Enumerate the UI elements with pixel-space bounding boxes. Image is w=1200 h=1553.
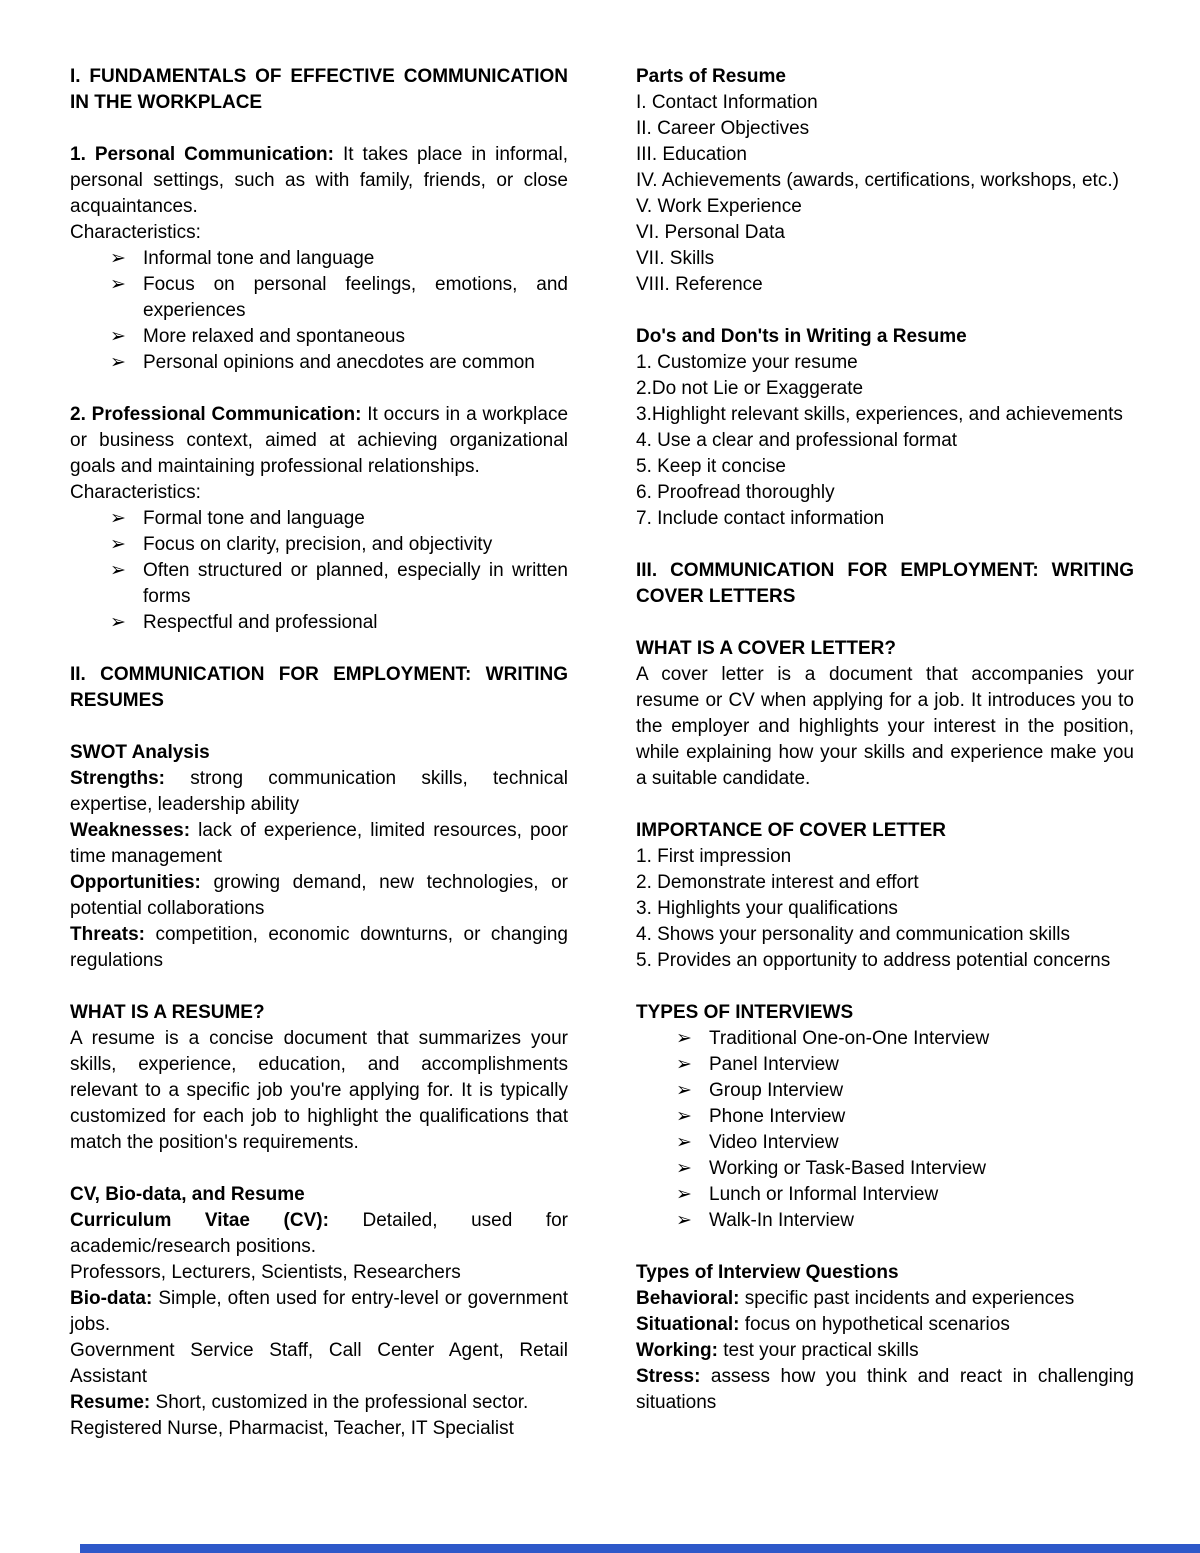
list-item: VII. Skills (636, 248, 715, 269)
two-column-layout (70, 64, 1134, 1468)
iq-stress-label: Stress: (636, 1366, 701, 1387)
arrow-bullet-icon: ➢ (110, 508, 126, 529)
list-item (110, 532, 568, 558)
swot-weaknesses-label: Weaknesses: (70, 820, 191, 841)
swot-analysis-section (70, 740, 568, 974)
section-heading-cover-letters: III. COMMUNICATION FOR EMPLOYMENT: WRITING COVER LETTERS (636, 560, 1134, 607)
swot-strengths-text: strong communication skills, technical expertise, leadership ability (70, 768, 568, 815)
iq-behavioral-text: specific past incidents and experiences (744, 1288, 1075, 1309)
iq-working (636, 1338, 1134, 1364)
arrow-bullet-icon: ➢ (676, 1184, 692, 1205)
what-is-resume-title: WHAT IS A RESUME? (70, 1002, 265, 1023)
list-item (110, 350, 568, 376)
list-item: 1. First impression (636, 846, 792, 867)
resume-entry-examples: Registered Nurse, Pharmacist, Teacher, IT Specialist (70, 1418, 514, 1439)
dos-donts-section (636, 324, 1134, 532)
list-item-text: Focus on clarity, precision, and objectivity (143, 534, 493, 555)
importance-cover-letter-section (636, 818, 1134, 974)
swot-opportunities-text: growing demand, new technologies, or potential collaborations (70, 872, 569, 919)
iq-stress-text: assess how you think and react in challenging situations (636, 1366, 1134, 1413)
biodata-entry (70, 1286, 568, 1338)
characteristics-label: Characteristics: (70, 222, 201, 243)
list-item (676, 1026, 1134, 1052)
list-item: 2.Do not Lie or Exaggerate (636, 378, 864, 399)
dos-donts-title: Do's and Don'ts in Writing a Resume (636, 326, 967, 347)
cv-biodata-resume-section (70, 1182, 568, 1442)
list-item: 2. Demonstrate interest and effort (636, 872, 919, 893)
arrow-bullet-icon: ➢ (676, 1210, 692, 1231)
arrow-bullet-icon: ➢ (110, 560, 126, 581)
resume-entry-label: Resume: (70, 1392, 151, 1413)
list-item-text: Focus on personal feelings, emotions, and experiences (143, 274, 568, 321)
list-item-text: Respectful and professional (143, 612, 378, 633)
list-item (110, 246, 568, 272)
list-item-text: Traditional One-on-One Interview (709, 1028, 990, 1049)
swot-title: SWOT Analysis (70, 742, 210, 763)
swot-opportunities-label: Opportunities: (70, 872, 201, 893)
arrow-bullet-icon: ➢ (110, 352, 126, 373)
iq-behavioral (636, 1286, 1134, 1312)
list-item-text: More relaxed and spontaneous (143, 326, 405, 347)
interview-questions-title: Types of Interview Questions (636, 1262, 899, 1283)
list-item (676, 1078, 1134, 1104)
resume-entry (70, 1390, 568, 1416)
arrow-bullet-icon: ➢ (110, 534, 126, 555)
swot-weaknesses-text: lack of experience, limited resources, poor time management (70, 820, 569, 867)
list-item (110, 324, 568, 350)
list-item-text: Panel Interview (709, 1054, 839, 1075)
importance-cover-letter-title: IMPORTANCE OF COVER LETTER (636, 820, 946, 841)
professional-characteristics-list (70, 506, 568, 636)
section-heading-fundamentals: I. FUNDAMENTALS OF EFFECTIVE COMMUNICATION IN THE WORKPLACE (70, 66, 568, 113)
biodata-entry-text: Simple, often used for entry-level or government jobs. (70, 1288, 569, 1335)
list-item (676, 1130, 1134, 1156)
list-item: 4. Shows your personality and communication skills (636, 924, 1071, 945)
page-bottom-divider (80, 1544, 1200, 1553)
swot-opportunities (70, 870, 568, 922)
biodata-entry-examples: Government Service Staff, Call Center Agent, Retail Assistant (70, 1340, 568, 1387)
types-of-interviews-title: TYPES OF INTERVIEWS (636, 1002, 854, 1023)
interview-questions-section (636, 1260, 1134, 1416)
list-item: 3.Highlight relevant skills, experiences, and achievements (636, 404, 1123, 425)
iq-working-label: Working: (636, 1340, 718, 1361)
list-item (676, 1052, 1134, 1078)
list-item: 3. Highlights your qualifications (636, 898, 898, 919)
list-item: II. Career Objectives (636, 118, 810, 139)
what-is-resume-body: A resume is a concise document that summarizes your skills, experience, education, and accomplishments relevant to a specific job you're applying for. It is typically customized for each job to highlight the qualifications that match the position's requirements. (70, 1028, 568, 1153)
list-item-text: Walk-In Interview (709, 1210, 854, 1231)
arrow-bullet-icon: ➢ (676, 1158, 692, 1179)
list-item (110, 558, 568, 610)
parts-of-resume-title: Parts of Resume (636, 66, 786, 87)
personal-characteristics-list (70, 246, 568, 376)
iq-working-text: test your practical skills (723, 1340, 919, 1361)
list-item: V. Work Experience (636, 196, 802, 217)
iq-situational-label: Situational: (636, 1314, 740, 1335)
iq-behavioral-label: Behavioral: (636, 1288, 740, 1309)
swot-threats-text: competition, economic downturns, or changing regulations (70, 924, 568, 971)
what-is-cover-letter-title: WHAT IS A COVER LETTER? (636, 638, 897, 659)
iq-situational (636, 1312, 1134, 1338)
list-item: 6. Proofread thoroughly (636, 482, 835, 503)
cv-entry (70, 1208, 568, 1260)
what-is-cover-letter-section (636, 636, 1134, 792)
personal-communication-label: 1. Personal Communication: (70, 144, 334, 165)
list-item-text: Group Interview (709, 1080, 844, 1101)
professional-communication-paragraph (70, 402, 568, 480)
personal-communication-text: It takes place in informal, personal settings, such as with family, friends, or close acquaintances. (70, 144, 569, 217)
list-item (110, 610, 568, 636)
list-item-text: Informal tone and language (143, 248, 375, 269)
list-item-text: Working or Task-Based Interview (709, 1158, 987, 1179)
arrow-bullet-icon: ➢ (110, 326, 126, 347)
arrow-bullet-icon: ➢ (110, 612, 126, 633)
list-item: 4. Use a clear and professional format (636, 430, 958, 451)
iq-stress (636, 1364, 1134, 1416)
list-item-text: Phone Interview (709, 1106, 846, 1127)
iq-situational-text: focus on hypothetical scenarios (744, 1314, 1010, 1335)
biodata-entry-label: Bio-data: (70, 1288, 153, 1309)
arrow-bullet-icon: ➢ (110, 274, 126, 295)
list-item-text: Often structured or planned, especially in written forms (143, 560, 568, 607)
what-is-resume-section (70, 1000, 568, 1156)
list-item: I. Contact Information (636, 92, 818, 113)
arrow-bullet-icon: ➢ (676, 1054, 692, 1075)
cv-biodata-resume-title: CV, Bio-data, and Resume (70, 1184, 305, 1205)
list-item: IV. Achievements (awards, certifications, workshops, etc.) (636, 170, 1119, 191)
parts-of-resume-section (636, 64, 1134, 298)
list-item: 1. Customize your resume (636, 352, 858, 373)
list-item: 7. Include contact information (636, 508, 885, 529)
cv-entry-label: Curriculum Vitae (CV): (70, 1210, 329, 1231)
list-item (676, 1104, 1134, 1130)
swot-threats (70, 922, 568, 974)
arrow-bullet-icon: ➢ (676, 1080, 692, 1101)
list-item (110, 272, 568, 324)
list-item (676, 1208, 1134, 1234)
professional-communication-text: It occurs in a workplace or business context, aimed at achieving organizational goals and maintaining professional relationships. (70, 404, 569, 477)
list-item: VI. Personal Data (636, 222, 785, 243)
swot-strengths-label: Strengths: (70, 768, 165, 789)
characteristics-label: Characteristics: (70, 482, 201, 503)
list-item (110, 506, 568, 532)
resume-entry-text: Short, customized in the professional sector. (155, 1392, 529, 1413)
list-item (676, 1182, 1134, 1208)
what-is-cover-letter-body: A cover letter is a document that accompanies your resume or CV when applying for a job. It introduces you to the employer and highlights your interest in the position, while explaining how your skills and experience make you a suitable candidate. (636, 664, 1134, 789)
swot-threats-label: Threats: (70, 924, 145, 945)
cv-entry-text: Detailed, used for academic/research positions. (70, 1210, 569, 1257)
swot-weaknesses (70, 818, 568, 870)
professional-communication-section (70, 402, 568, 636)
list-item (676, 1156, 1134, 1182)
interview-types-list (636, 1026, 1134, 1234)
right-column (636, 64, 1134, 1468)
list-item: 5. Provides an opportunity to address potential concerns (636, 950, 1111, 971)
swot-strengths (70, 766, 568, 818)
arrow-bullet-icon: ➢ (110, 248, 126, 269)
list-item: III. Education (636, 144, 747, 165)
left-column (70, 64, 568, 1468)
list-item-text: Formal tone and language (143, 508, 365, 529)
personal-communication-section (70, 142, 568, 376)
list-item-text: Personal opinions and anecdotes are common (143, 352, 535, 373)
list-item: 5. Keep it concise (636, 456, 786, 477)
types-of-interviews-section (636, 1000, 1134, 1234)
arrow-bullet-icon: ➢ (676, 1028, 692, 1049)
personal-communication-paragraph (70, 142, 568, 220)
list-item-text: Video Interview (709, 1132, 839, 1153)
professional-communication-label: 2. Professional Communication: (70, 404, 362, 425)
section-heading-writing-resumes: II. COMMUNICATION FOR EMPLOYMENT: WRITING RESUMES (70, 664, 568, 711)
cv-entry-examples: Professors, Lecturers, Scientists, Researchers (70, 1262, 461, 1283)
arrow-bullet-icon: ➢ (676, 1106, 692, 1127)
arrow-bullet-icon: ➢ (676, 1132, 692, 1153)
list-item-text: Lunch or Informal Interview (709, 1184, 939, 1205)
list-item: VIII. Reference (636, 274, 763, 295)
